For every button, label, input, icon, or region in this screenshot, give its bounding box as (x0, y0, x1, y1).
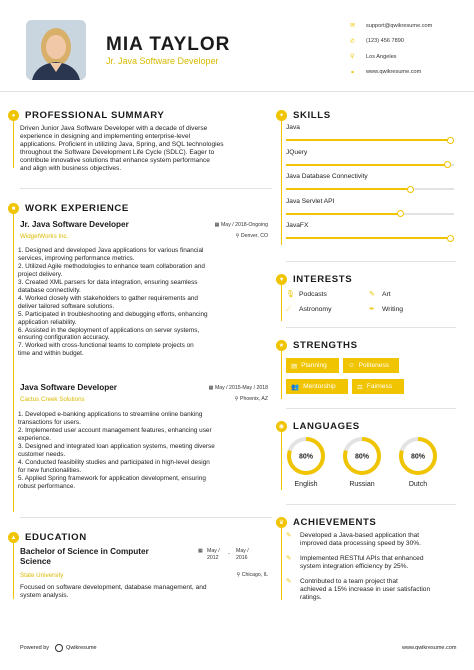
strength-tag (286, 379, 348, 394)
interest-item (286, 290, 327, 298)
job-bullet: database connectivity. (18, 286, 81, 294)
achievement-item (286, 555, 458, 571)
job-bullets (18, 247, 270, 358)
location-icon: ⚲ (350, 54, 355, 61)
job-bullet: project delivery. (18, 270, 63, 278)
achievement-item (286, 578, 458, 602)
brush-icon: ✎ (369, 291, 375, 298)
skill-bar-knob (407, 186, 414, 193)
brand-text[interactable]: Qwikresume (66, 645, 97, 651)
education-heading (8, 532, 87, 543)
summary-line: and align with business objectives. (20, 165, 122, 173)
job-bullet: deliver tailored software solutions. (18, 302, 115, 310)
summary-line: throughout the Software Development Life Cycle (SDLC). Eager to (20, 149, 215, 157)
interest-label: Art (382, 290, 391, 298)
summary-accent-line (13, 120, 14, 168)
experience-heading-text: WORK EXPERIENCE (25, 203, 129, 214)
footer-powered-by (20, 644, 97, 652)
link-icon: ⚭ (350, 69, 356, 76)
balance-icon: ⚖ (357, 383, 363, 391)
languages-heading (276, 421, 360, 432)
languages-heading-text: LANGUAGES (293, 421, 360, 432)
job-bullet: 7. Worked with cross-functional teams to complete projects on (18, 342, 194, 350)
school: State University (20, 572, 64, 579)
strength-label: Mentorship (303, 383, 336, 390)
achievement-item (286, 532, 458, 548)
job-role: Java Software Developer (20, 383, 117, 392)
edu-location-text: Chicago, IL (241, 572, 268, 578)
summary-line: Driven Junior Java Software Developer with a decade of diverse (20, 125, 208, 132)
degree (20, 547, 149, 567)
job-bullet: services, improving performance metrics. (18, 254, 135, 262)
section-divider (286, 408, 456, 409)
pin-icon: ✎ (286, 555, 292, 562)
achievements-heading-text: ACHIEVEMENTS (293, 517, 377, 528)
pin-icon: ✎ (286, 578, 292, 585)
microphone-icon: 🎙 (286, 291, 295, 298)
achievement-line: ratings. (300, 594, 322, 602)
job-bullet: for new functionalities. (18, 466, 82, 474)
section-divider (20, 517, 272, 518)
skill-bar (286, 139, 454, 141)
language-percent: 80% (354, 453, 370, 461)
contact-website[interactable] (350, 65, 470, 81)
date-line: 2012 (207, 554, 219, 561)
job-bullet: transactions for users. (18, 418, 81, 426)
skill-bar-knob (397, 210, 404, 217)
section-divider (286, 261, 456, 262)
candidate-title: Jr. Java Software Developer (106, 56, 219, 66)
header-divider (0, 91, 474, 92)
strengths-heading (276, 340, 358, 351)
job-bullet: customer needs. (18, 450, 66, 458)
education-description (20, 584, 275, 600)
job-location-text: Denver, CO (240, 233, 268, 239)
skill-bar-knob (447, 235, 454, 242)
strength-tag (286, 358, 339, 373)
skill-bar-knob (447, 137, 454, 144)
section-divider (286, 504, 456, 505)
achievement-line: Implemented RESTful APIs that enhanced (300, 555, 424, 562)
job-bullet: time and within budget. (18, 350, 84, 358)
skill-bar-fill (286, 139, 451, 141)
experience-accent-line (13, 214, 14, 512)
date-line: May / (236, 548, 249, 554)
contact-location (350, 49, 470, 65)
job-bullet: ensuring configuration accuracy. (18, 334, 110, 342)
interests-heading (276, 274, 352, 285)
job-bullet: 6. Assisted in the deployment of applications on server systems, (18, 326, 200, 334)
job-dates (190, 385, 268, 391)
lightbulb-icon: ✦ (276, 110, 287, 121)
job-role: Jr. Java Software Developer (20, 220, 129, 229)
powered-by-text: Powered by (20, 645, 50, 651)
job-bullet: 3. Created XML parsers for data integration, ensuring seamless (18, 278, 198, 286)
language-ring (284, 434, 328, 478)
date-line: 2016 (236, 554, 248, 561)
achievement-line: system integration efficiency by 25%. (300, 563, 409, 571)
skill-label: Java Servlet API (286, 197, 335, 205)
section-divider (286, 327, 456, 328)
language-ring (340, 434, 384, 478)
language-label: English (294, 481, 318, 488)
degree-line: Bachelor of Science in Computer (20, 547, 149, 556)
summary-heading (8, 110, 164, 121)
strengths-heading-text: STRENGTHS (293, 340, 358, 351)
skill-label: Java Database Connectivity (286, 173, 368, 180)
contact-email[interactable] (350, 18, 470, 34)
language-percent: 80% (298, 453, 314, 461)
candidate-name: MIA TAYLOR (106, 34, 231, 55)
job-location (196, 396, 268, 402)
astronomy-icon: ☄ (286, 306, 293, 313)
calendar-icon: ▦ (208, 385, 215, 391)
email-icon: ✉ (350, 23, 356, 30)
contact-phone-text: (123) 456 7890 (366, 38, 404, 45)
job-location-text: Phoenix, AZ (240, 396, 268, 402)
skill-bar-fill (286, 237, 451, 239)
location-icon: ⚲ (236, 572, 242, 578)
degree-line: Science (20, 557, 51, 566)
summary-icon: ● (8, 110, 19, 121)
achievement-line: Contributed to a team project that (300, 578, 398, 585)
star-icon: ★ (276, 340, 287, 351)
location-icon: ⚲ (234, 396, 241, 402)
job-location (196, 233, 268, 239)
job-bullet: 2. Utilized Agile methodologies to enhance team collaboration and (18, 262, 205, 270)
skill-bar-knob (444, 161, 451, 168)
contact-list (350, 18, 470, 80)
pin-icon: ✎ (286, 532, 292, 539)
contact-website-text: www.qwikresume.com (366, 69, 422, 76)
summary-heading-text: PROFESSIONAL SUMMARY (25, 110, 165, 121)
date-separator: - (228, 551, 230, 557)
qwikresume-logo-icon (55, 644, 63, 652)
contact-phone (350, 34, 470, 50)
job-dates-text: May / 2018-Ongoing (220, 222, 268, 228)
clipboard-icon: ▤ (291, 362, 298, 370)
job-bullet: 5. Applied Spring framework for application development, ensuring (18, 474, 206, 482)
graduation-cap-icon: ▲ (8, 532, 19, 543)
job-bullet: 1. Developed e-banking applications to streamline online banking (18, 411, 203, 418)
achievement-line: Developed a Java-based application that (300, 532, 420, 539)
achievement-line: improved data processing speed by 30%. (300, 540, 421, 548)
language-ring (396, 434, 440, 478)
interest-item (286, 305, 331, 313)
edu-start-date-text (207, 548, 227, 561)
skill-bar-fill (286, 164, 447, 166)
heart-icon: ♥ (276, 274, 287, 285)
achievements-accent-line (281, 528, 282, 600)
summary-line: contribute innovative solutions that enhance system performance (20, 157, 210, 165)
education-line: system analysis. (20, 592, 69, 600)
edu-location (196, 572, 268, 578)
skill-label: JavaFX (286, 222, 309, 229)
skills-heading-text: SKILLS (293, 110, 331, 121)
calendar-icon: ▦ (214, 222, 221, 228)
skill-bar (286, 188, 454, 190)
skill-bar-fill (286, 188, 410, 190)
job-bullet: experience. (18, 434, 52, 442)
interest-label: Astronomy (299, 305, 332, 313)
skill-bar (286, 213, 454, 215)
skill-label: JQuery (286, 148, 308, 156)
briefcase-icon: ■ (8, 203, 19, 214)
education-accent-line (13, 541, 14, 599)
interest-item (369, 290, 391, 298)
strength-label: Planning (301, 362, 327, 369)
edu-end-date-text (236, 548, 256, 561)
language-label: Russian (349, 481, 375, 488)
interest-item (369, 305, 403, 313)
job-bullet: 1. Designed and developed Java applications for various financial (18, 247, 204, 254)
interests-accent-line (281, 285, 282, 321)
interests-heading-text: INTERESTS (293, 274, 353, 285)
globe-icon: ◉ (276, 421, 287, 432)
smile-icon: ☺ (348, 362, 355, 369)
experience-heading (8, 203, 129, 214)
education-line: Focused on software development, database management, and (20, 584, 207, 591)
interest-label: Podcasts (299, 290, 327, 298)
strength-tag (343, 358, 399, 373)
calendar-icon: ▦ (198, 548, 203, 554)
skills-accent-line (281, 120, 282, 245)
job-company: WidgetWorks Inc. (20, 233, 69, 240)
skill-bar (286, 164, 454, 166)
language-label: Dutch (408, 481, 428, 488)
summary-text (20, 125, 280, 174)
pen-icon: ✒ (369, 306, 375, 313)
job-bullet: 4. Conducted feasibility studies and participated in high-level design (18, 458, 210, 466)
skill-label: Java (286, 124, 300, 131)
job-bullet: robust performance. (18, 482, 76, 490)
job-bullet: application reliability. (18, 318, 77, 326)
job-dates (196, 222, 268, 228)
section-divider (20, 188, 272, 189)
interest-label: Writing (382, 305, 404, 313)
strength-label: Fairness (366, 383, 393, 390)
summary-line: applications. Proficient in utilizing Java, Spring, and SQL technologies (20, 141, 224, 149)
people-icon: 👥 (291, 383, 300, 391)
date-line: May / (207, 548, 220, 554)
job-company: Cactus Creek Solutions (20, 396, 85, 403)
strength-tag (352, 379, 404, 394)
skill-bar-fill (286, 213, 400, 215)
trophy-icon: ♛ (276, 517, 287, 528)
job-bullet: 3. Designed and integrated loan application systems, meeting diverse (18, 442, 215, 450)
contact-email-text: support@qwikresume.com (366, 22, 433, 29)
job-bullet: 4. Worked closely with stakeholders to gather requirements and (18, 294, 198, 302)
footer-url[interactable]: www.qwikresume.com (402, 645, 457, 651)
strength-label: Politeness (358, 362, 390, 369)
job-bullets (18, 411, 270, 491)
job-bullet: 2. Implemented user account management features, enhancing user (18, 426, 212, 434)
summary-line: experience in designing and implementing enterprise-level (20, 133, 191, 141)
strengths-accent-line (281, 351, 282, 399)
job-dates-text: May / 2015-May / 2018 (214, 385, 268, 391)
profile-photo (26, 20, 86, 80)
education-heading-text: EDUCATION (25, 532, 87, 543)
contact-location-text: Los Angeles (366, 53, 397, 60)
language-percent: 80% (410, 453, 426, 461)
location-icon: ⚲ (235, 233, 241, 239)
phone-icon: ✆ (350, 38, 356, 45)
achievement-line: achieved a 15% increase in user satisfaction (300, 586, 431, 594)
skills-heading (276, 110, 331, 121)
job-bullet: 5. Participated in troubleshooting and debugging efforts, enhancing (18, 310, 208, 318)
achievements-heading (276, 517, 376, 528)
skill-bar (286, 237, 454, 239)
